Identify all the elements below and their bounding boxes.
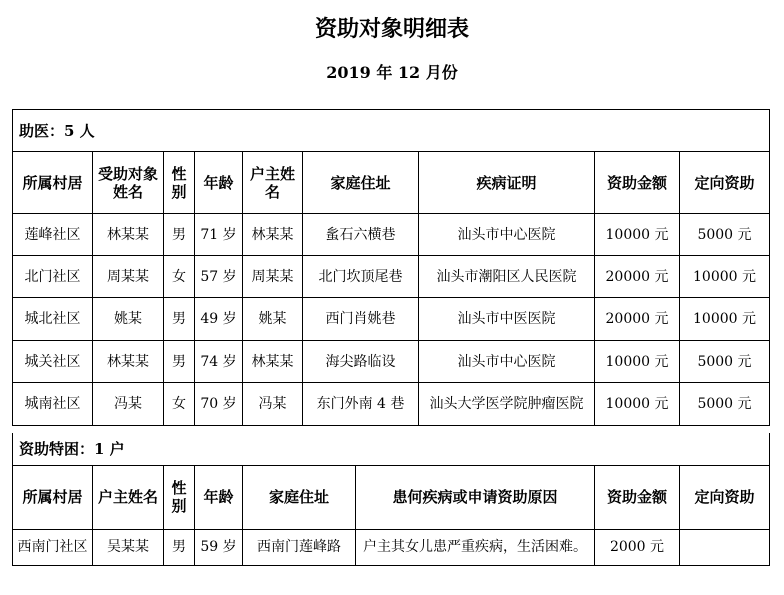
column-header: 资助金额 bbox=[595, 465, 680, 529]
table-cell: 西南门莲峰路 bbox=[243, 529, 356, 565]
table-cell: 70 岁 bbox=[195, 383, 243, 426]
table-cell: 城南社区 bbox=[13, 383, 93, 426]
table-cell: 城北社区 bbox=[13, 298, 93, 341]
section-heading: 资助特困：1 户 bbox=[13, 433, 770, 465]
table-cell: 10000 元 bbox=[595, 214, 680, 256]
table-cell: 西门肖姚巷 bbox=[303, 298, 419, 341]
table-cell: 10000 元 bbox=[595, 341, 680, 383]
medical-aid-table bbox=[12, 109, 770, 426]
column-header: 疾病证明 bbox=[419, 152, 595, 214]
column-header: 家庭住址 bbox=[303, 152, 419, 214]
table-cell: 周某某 bbox=[243, 256, 303, 298]
column-header: 性别 bbox=[164, 465, 195, 529]
section-heading: 助医：5 人 bbox=[13, 110, 770, 152]
table-row bbox=[13, 383, 770, 426]
table-cell: 男 bbox=[164, 529, 195, 565]
table-cell: 莲峰社区 bbox=[13, 214, 93, 256]
column-header: 户主姓名 bbox=[93, 465, 164, 529]
page-subtitle: 2019 年 12 月份 bbox=[326, 63, 458, 82]
table-cell: 10000 元 bbox=[680, 256, 770, 298]
table-cell: 林某某 bbox=[93, 341, 164, 383]
column-header: 定向资助 bbox=[680, 152, 770, 214]
table-cell: 汕头市中心医院 bbox=[419, 214, 595, 256]
table-cell: 姚某 bbox=[93, 298, 164, 341]
table-cell: 林某某 bbox=[243, 214, 303, 256]
table-cell: 北门坎顶尾巷 bbox=[303, 256, 419, 298]
table-cell: 74 岁 bbox=[195, 341, 243, 383]
table-cell: 冯某 bbox=[93, 383, 164, 426]
table-row bbox=[13, 256, 770, 298]
table-cell: 吴某某 bbox=[93, 529, 164, 565]
table-row bbox=[13, 529, 770, 565]
table-cell: 姚某 bbox=[243, 298, 303, 341]
table-cell: 57 岁 bbox=[195, 256, 243, 298]
table-cell: 5000 元 bbox=[680, 341, 770, 383]
table-cell: 蚃石六横巷 bbox=[303, 214, 419, 256]
table-cell: 冯某 bbox=[243, 383, 303, 426]
column-header: 年龄 bbox=[195, 465, 243, 529]
hardship-aid-table bbox=[12, 433, 770, 566]
table-cell: 东门外南 4 巷 bbox=[303, 383, 419, 426]
table-cell: 西南门社区 bbox=[13, 529, 93, 565]
column-header: 资助金额 bbox=[595, 152, 680, 214]
column-header: 定向资助 bbox=[680, 465, 770, 529]
table-row bbox=[13, 341, 770, 383]
table-cell: 10000 元 bbox=[680, 298, 770, 341]
column-header: 户主姓名 bbox=[243, 152, 303, 214]
table-cell bbox=[680, 529, 770, 565]
table-cell: 10000 元 bbox=[595, 383, 680, 426]
table-cell: 20000 元 bbox=[595, 256, 680, 298]
table-row bbox=[13, 214, 770, 256]
column-header: 所属村居 bbox=[13, 152, 93, 214]
table-cell: 女 bbox=[164, 256, 195, 298]
table-cell: 男 bbox=[164, 341, 195, 383]
column-header: 患何疾病或申请资助原因 bbox=[356, 465, 595, 529]
column-header: 年龄 bbox=[195, 152, 243, 214]
table-cell: 北门社区 bbox=[13, 256, 93, 298]
table-cell: 2000 元 bbox=[595, 529, 680, 565]
table-cell: 户主其女儿患严重疾病，生活困难。 bbox=[356, 529, 595, 565]
column-header: 受助对象姓名 bbox=[93, 152, 164, 214]
table-cell: 汕头市中心医院 bbox=[419, 341, 595, 383]
column-header: 性别 bbox=[164, 152, 195, 214]
table-cell: 20000 元 bbox=[595, 298, 680, 341]
table-cell: 71 岁 bbox=[195, 214, 243, 256]
table-cell: 59 岁 bbox=[195, 529, 243, 565]
table-cell: 海尖路临设 bbox=[303, 341, 419, 383]
table-cell: 汕头市潮阳区人民医院 bbox=[419, 256, 595, 298]
table-row bbox=[13, 298, 770, 341]
table-cell: 男 bbox=[164, 298, 195, 341]
table-cell: 周某某 bbox=[93, 256, 164, 298]
table-cell: 汕头市中医医院 bbox=[419, 298, 595, 341]
table-cell: 49 岁 bbox=[195, 298, 243, 341]
table-cell: 汕头大学医学院肿瘤医院 bbox=[419, 383, 595, 426]
table-cell: 林某某 bbox=[243, 341, 303, 383]
table-cell: 城关社区 bbox=[13, 341, 93, 383]
table-cell: 女 bbox=[164, 383, 195, 426]
table-cell: 林某某 bbox=[93, 214, 164, 256]
table-cell: 5000 元 bbox=[680, 383, 770, 426]
column-header: 所属村居 bbox=[13, 465, 93, 529]
table-cell: 男 bbox=[164, 214, 195, 256]
column-header: 家庭住址 bbox=[243, 465, 356, 529]
table-cell: 5000 元 bbox=[680, 214, 770, 256]
page-title: 资助对象明细表 bbox=[314, 16, 469, 42]
